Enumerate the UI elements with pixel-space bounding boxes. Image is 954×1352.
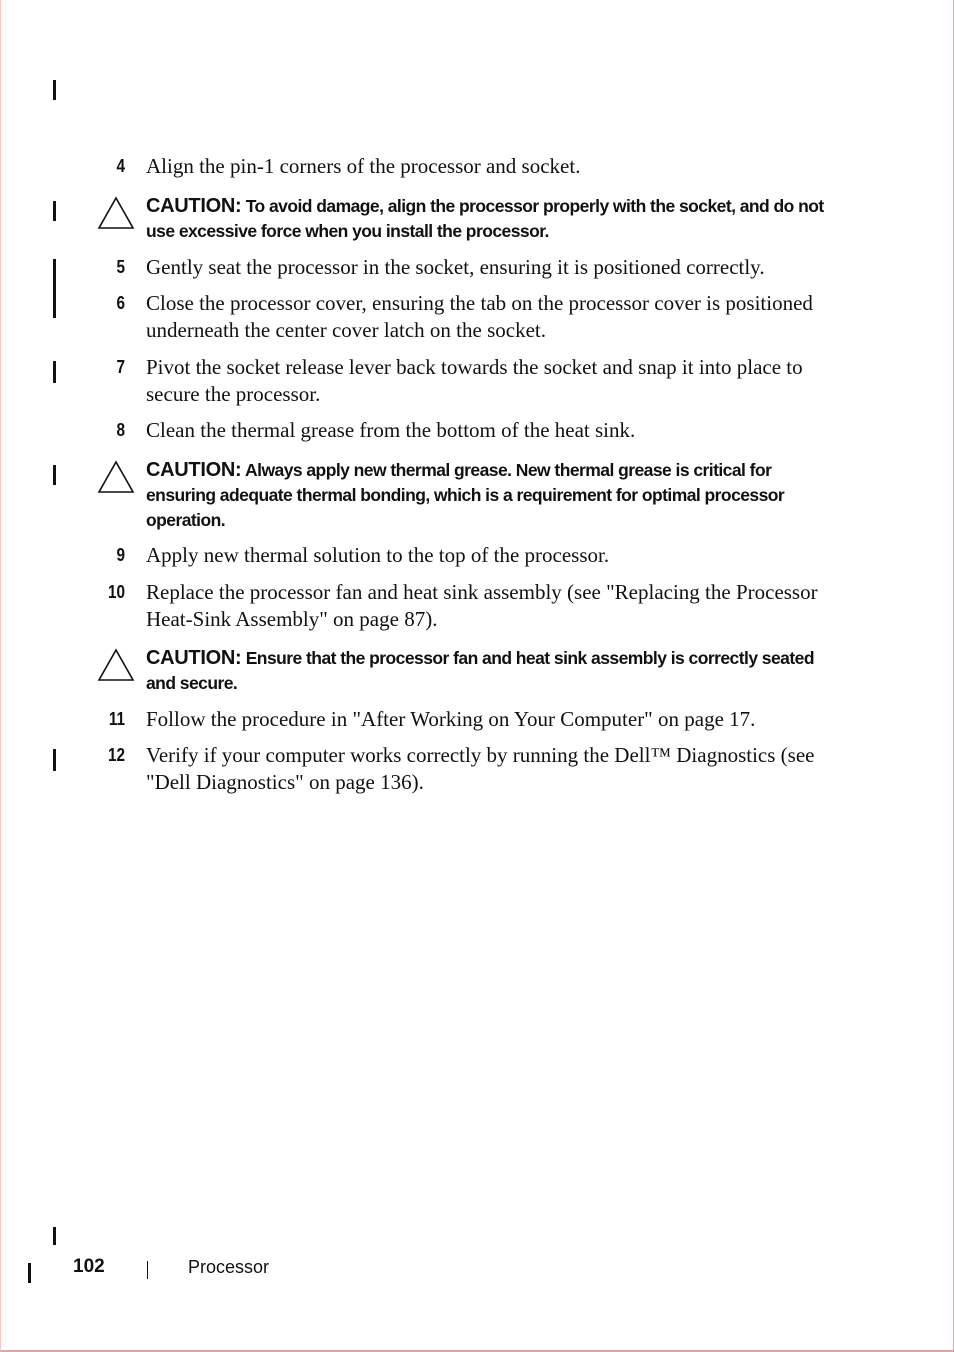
step-9 [97,542,827,569]
caution-icon [97,460,135,494]
step-text: Apply new thermal solution to the top of the processor. [146,543,610,567]
footer-divider [147,1261,148,1279]
step-12 [97,742,827,796]
caution-notice [97,458,837,533]
caution-text: Always apply new thermal grease. New thermal grease is critical for ensuring adequate thermal bonding, which is a requirement for optimal processor operation. [146,460,785,530]
page-number: 102 [73,1256,105,1277]
step-number: 7 [116,357,125,377]
step-number: 12 [107,745,125,765]
step-text: Close the processor cover, ensuring the tab on the processor cover is positioned underneath the center cover latch on the socket. [146,291,813,342]
change-bar [53,201,56,221]
step-text: Replace the processor fan and heat sink assembly (see "Replacing the Processor Heat-Sink Assembly" on page 87). [146,580,818,631]
step-5 [97,254,827,281]
step-text: Pivot the socket release lever back towards the socket and snap it into place to secure the processor. [146,355,803,406]
step-10 [97,579,827,633]
caution-notice [97,194,837,244]
caution-label: CAUTION: [146,195,242,217]
step-6 [97,290,827,344]
caution-icon [97,196,135,230]
footer-section-title: Processor [188,1257,270,1277]
step-text: Clean the thermal grease from the bottom of the heat sink. [146,418,636,442]
step-number: 9 [116,545,125,565]
step-text: Align the pin-1 corners of the processor and socket. [146,154,581,178]
step-text: Follow the procedure in "After Working on Your Computer" on page 17. [146,707,756,731]
step-number: 6 [116,293,125,313]
change-bar [53,259,56,318]
step-number: 11 [108,709,125,729]
change-bar [53,361,56,383]
caution-icon [97,648,135,682]
caution-text: To avoid damage, align the processor properly with the socket, and do not use excessive force when you install the processor. [146,196,824,241]
step-4 [97,153,827,180]
step-text: Verify if your computer works correctly by running the Dell™ Diagnostics (see "Dell Diagnostics" on page 136). [146,743,815,794]
change-bar [28,1263,31,1283]
caution-notice [97,646,837,696]
step-number: 5 [116,257,125,277]
step-number: 8 [116,420,125,440]
caution-text: Ensure that the processor fan and heat sink assembly is correctly seated and secure. [146,648,814,693]
change-bar [53,749,56,771]
caution-label: CAUTION: [146,647,242,669]
step-8 [97,417,827,444]
step-7 [97,354,827,408]
change-bar [53,465,56,485]
change-bar [53,80,56,100]
step-text: Gently seat the processor in the socket, ensuring it is positioned correctly. [146,255,765,279]
step-number: 4 [116,156,125,176]
change-bar [53,1227,56,1245]
step-number: 10 [107,582,125,602]
step-11 [97,706,827,733]
caution-label: CAUTION: [146,459,242,481]
